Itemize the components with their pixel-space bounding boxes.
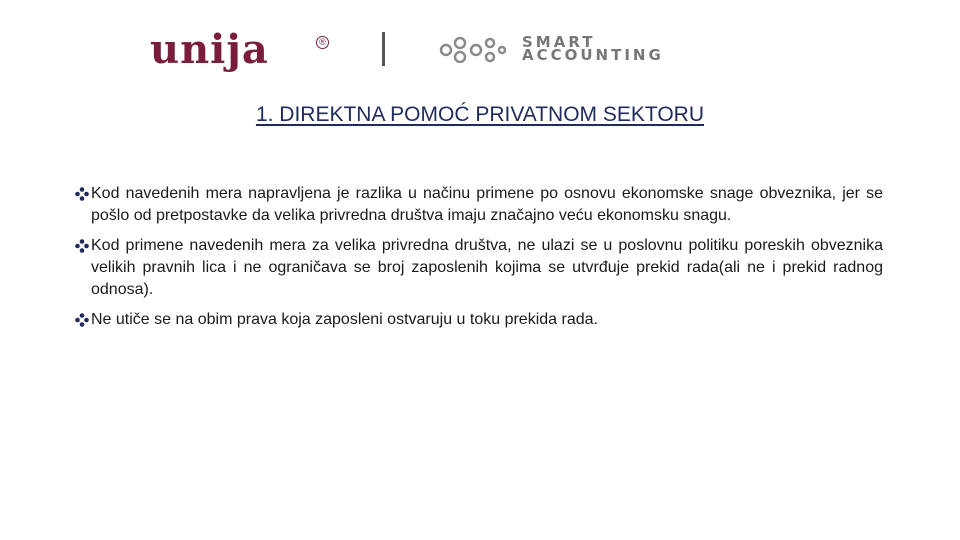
logo-bar: [150, 28, 730, 72]
bullet-text: Kod navedenih mera napravljena je razlika u načinu primene po osnovu ekonomske snage obveznika, jer se pošlo od pretpostavke da velika privredna društva imaju značajno veću ekonomsku snagu.: [91, 185, 883, 224]
bullet-text: Kod primene navedenih mera za velika privredna društva, ne ulazi se u poslovnu politiku poreskih obveznika velikih pravnih lica i ne ograničava se broj zaposlenih kojima se utvrđuje prekid rada(ali ne i prekid radnog odnosa).: [91, 237, 883, 298]
unija-logo: unija: [150, 26, 269, 73]
smart-accounting-logo: [522, 33, 664, 64]
bullet-item: [75, 235, 883, 301]
smart-accounting-line2: ACCOUNTING: [522, 46, 664, 64]
logo-divider: [382, 32, 385, 66]
dots-cluster-icon: [438, 37, 508, 63]
smart-accounting-line1: SMART: [522, 33, 596, 51]
bullet-text: Ne utiče se na obim prava koja zaposleni ostvaruju u toku prekida rada.: [91, 311, 598, 328]
slide-title: 1. DIREKTNA POMOĆ PRIVATNOM SEKTORU: [255, 103, 705, 126]
bullet-item: [75, 183, 883, 227]
diamond-dots-icon: [75, 239, 89, 253]
registered-mark: ®: [316, 36, 329, 49]
diamond-dots-icon: [75, 313, 89, 327]
bullet-item: [75, 309, 883, 331]
diamond-dots-icon: [75, 187, 89, 201]
bullet-list: [75, 183, 883, 339]
